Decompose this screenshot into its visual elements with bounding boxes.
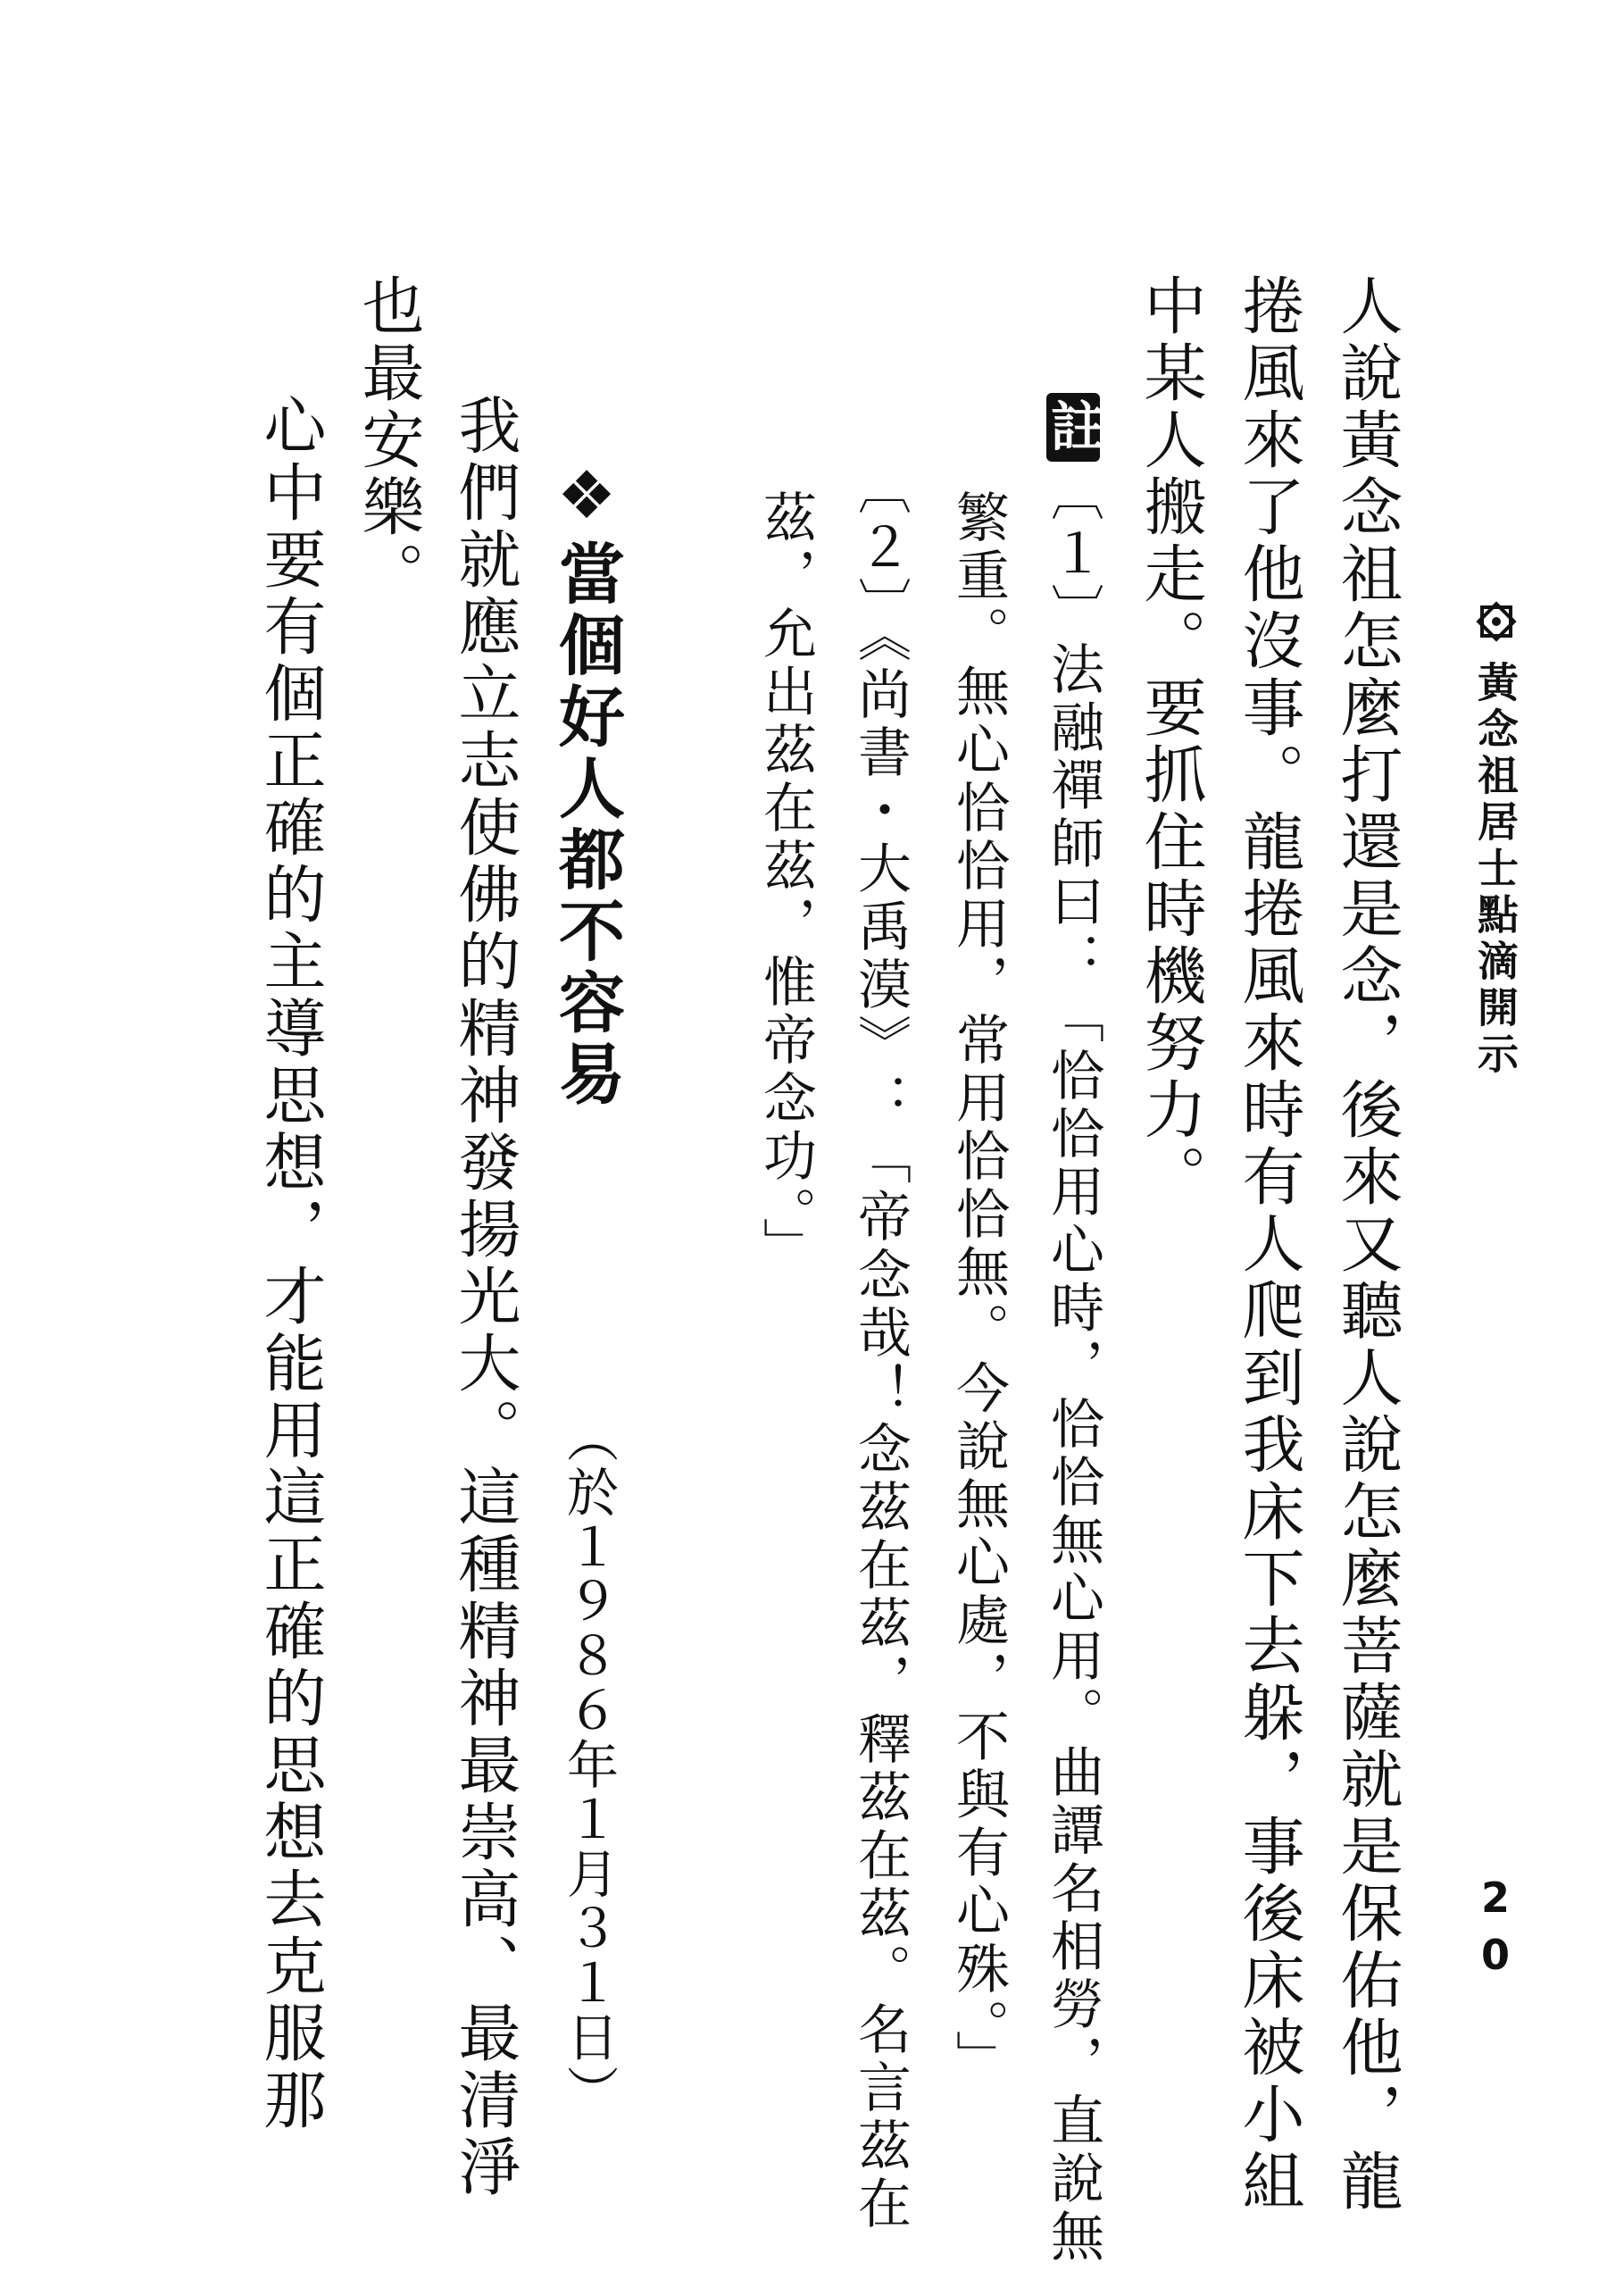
body-column-1: 人說黃念祖怎麼打還是念，後來又聽人說怎麼菩薩就是保佑他，龍 xyxy=(1330,273,1403,2216)
notes-marker: 註 xyxy=(1046,393,1100,462)
section-date: （於１９８６年１月３１日） xyxy=(558,1411,619,2119)
note-1-line-1: 〔１〕法融禪師曰：「恰恰用心時，恰恰無心用。曲譚名相勞，直說無 xyxy=(1042,467,1104,2266)
section-bullet-icon: ❖ xyxy=(548,457,625,539)
body-column-3: 中某人搬走。要抓住時機努力。 xyxy=(1134,273,1207,1211)
paragraph-column-1: 我們就應立志使佛的精神發揚光大。這種精神最崇高、最清淨 xyxy=(448,393,521,2201)
notes-column-2: 繁重。無心恰恰用，常用恰恰無。今說無心處，不與有心殊。」 xyxy=(947,489,1010,2088)
notes-column-3: 〔２〕《尚書・大禹漠》：「帝念哉！念茲在茲，釋茲在茲。名言茲在 xyxy=(849,461,912,2233)
page-number: 20 xyxy=(1471,1874,1520,1988)
running-head-title: 黃念祖居士點滴開示 xyxy=(1471,661,1520,1079)
section-heading-text: 當個好人都不容易 xyxy=(548,539,625,1111)
section-heading xyxy=(548,457,625,1111)
notes-column-4: 茲，允出茲在茲，惟帝念功。」 xyxy=(754,489,817,1275)
header-ornament-icon xyxy=(1471,597,1521,647)
body-column-2: 捲風來了他沒事。龍捲風來時有人爬到我床下去躲，事後床被小組 xyxy=(1232,273,1305,2216)
paragraph-column-3: 心中要有個正確的主導思想，才能用這正確的思想去克服那 xyxy=(254,393,327,2134)
notes-column-1 xyxy=(1042,393,1104,2266)
paragraph-column-2: 也最安樂。 xyxy=(352,273,425,608)
